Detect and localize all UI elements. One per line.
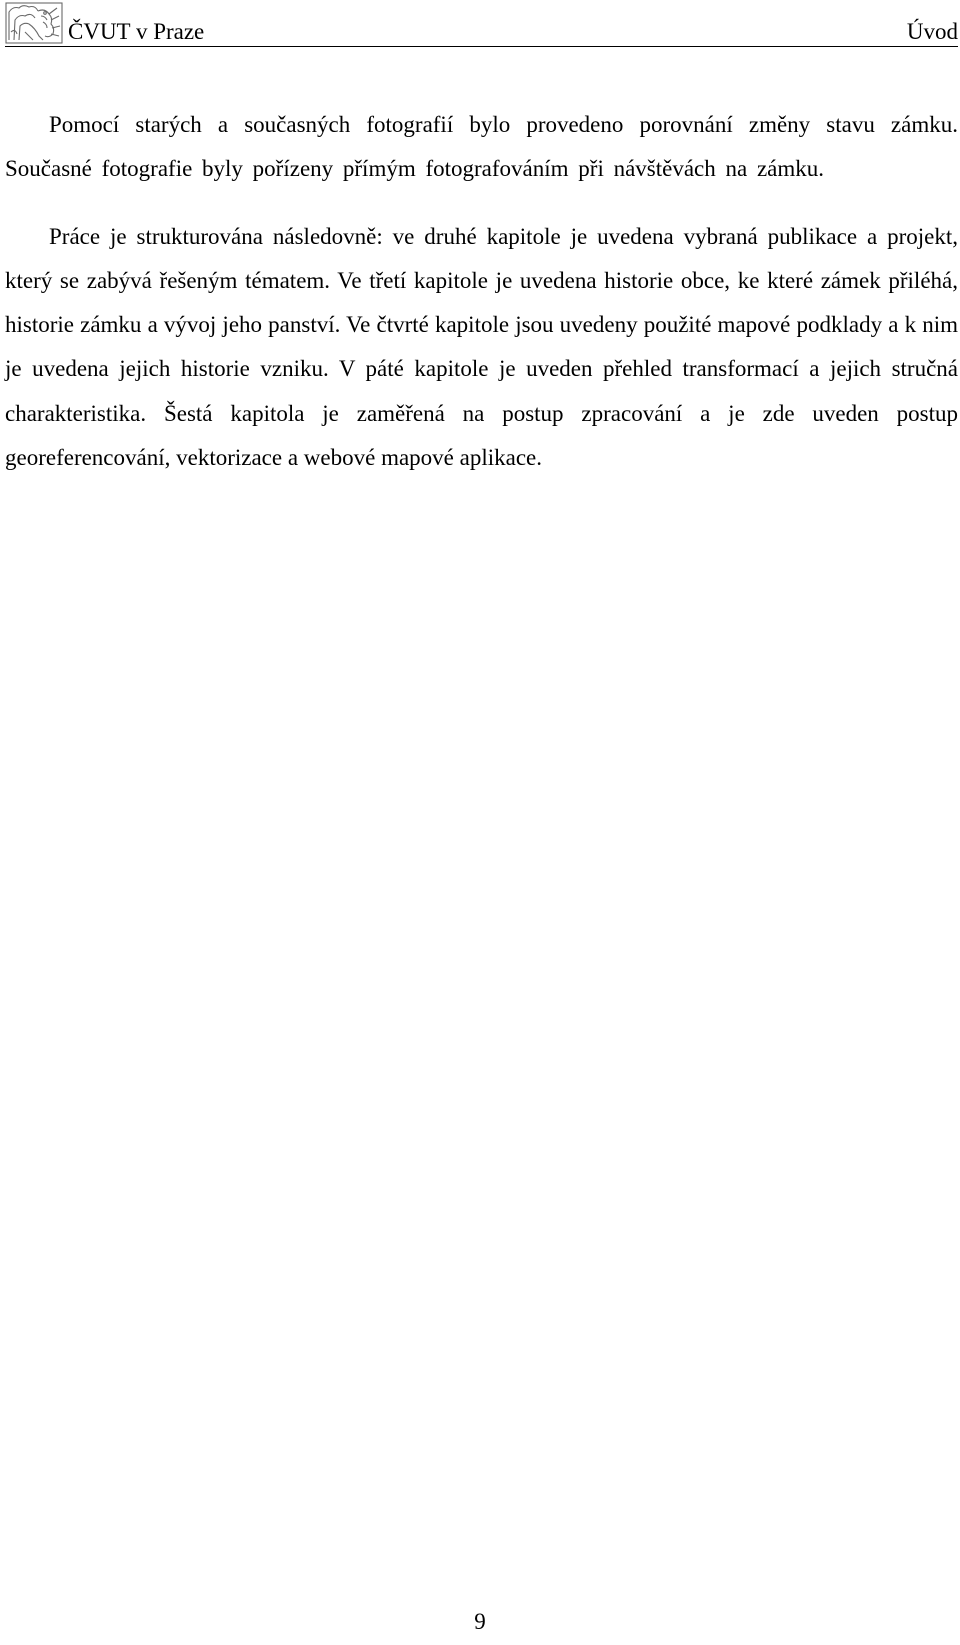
header-institution: ČVUT v Praze bbox=[68, 19, 205, 44]
body-text bbox=[5, 103, 958, 480]
header-chapter-title: Úvod bbox=[906, 19, 958, 44]
page-number: 9 bbox=[474, 1609, 486, 1634]
cvut-lion-logo-icon bbox=[5, 2, 63, 44]
paragraph: Pomocí starých a současných fotografií bylo provedeno porovnání změny stavu zámku. Současné fotografie byly pořízeny přímým fotografováním při návštěvách na zámku. bbox=[5, 112, 958, 182]
page-header bbox=[5, 0, 958, 47]
paragraph: Práce je strukturována následovně: ve druhé kapitole je uvedena vybraná publikace a projekt, který se zabývá řešeným tématem. Ve třetí kapitole je uvedena historie obce, ke které zámek přiléhá, historie zámku a vývoj jeho panství. Ve čtvrté kapitole jsou uvedeny použité mapové podklady a k nim je uvedena jejich historie vzniku. V páté kapitole je uveden přehled transformací a jejich stručná charakteristika. Šestá kapitola je zaměřená na postup zpracování a je zde uveden postup georeferencování, vektorizace a webové mapové aplikace. bbox=[5, 223, 958, 471]
